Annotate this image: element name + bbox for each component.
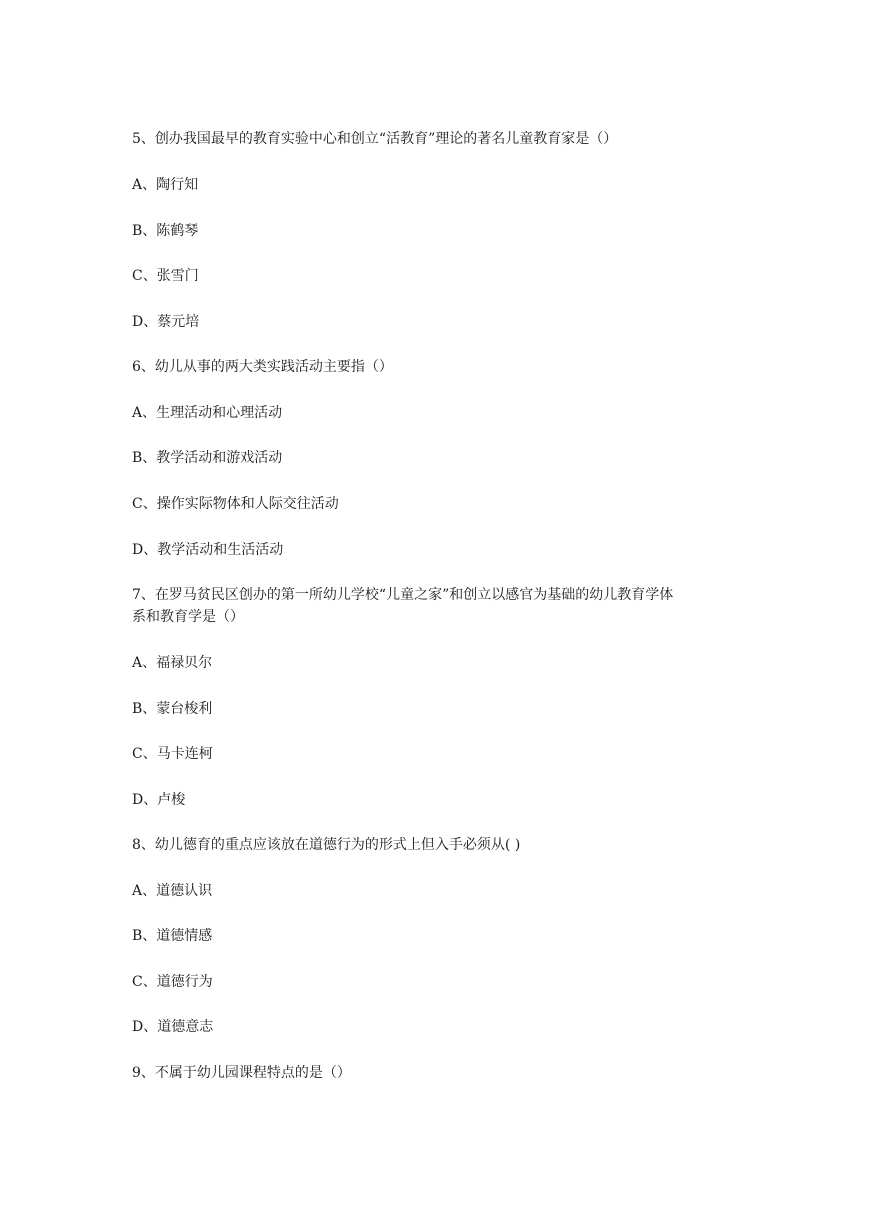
question-5-option-c: C、张雪门 [132,268,199,284]
question-5-stem: 5、创办我国最早的教育实验中心和创立“活教育”理论的著名儿童教育家是（） [132,131,618,147]
question-7-option-c: C、马卡连柯 [132,746,213,762]
question-7-option-b: B、蒙台梭利 [132,701,213,717]
question-7-option-d: D、卢梭 [132,792,186,808]
question-6-option-d: D、教学活动和生活活动 [132,542,284,558]
question-7-stem-line-1: 7、在罗马贫民区创办的第一所幼儿学校“儿童之家”和创立以感官为基础的幼儿教育学体 [132,587,674,603]
question-8-option-a: A、道德认识 [132,883,213,899]
question-5-option-d: D、蔡元培 [132,314,200,330]
question-6-option-b: B、教学活动和游戏活动 [132,450,283,466]
question-6-option-a: A、生理活动和心理活动 [132,405,283,421]
question-8-option-b: B、道德情感 [132,928,213,944]
question-7-stem-line-2: 系和教育学是（） [132,609,244,625]
question-5-option-b: B、陈鹤琴 [132,223,199,239]
question-5-option-a: A、陶行知 [132,177,199,193]
question-7-option-a: A、福禄贝尔 [132,655,213,671]
question-6-stem: 6、幼儿从事的两大类实践活动主要指（） [132,359,393,375]
question-6-option-c: C、操作实际物体和人际交往活动 [132,496,339,512]
question-8-stem: 8、幼儿德育的重点应该放在道德行为的形式上但入手必须从( ) [132,837,521,853]
question-8-option-d: D、道德意志 [132,1019,214,1035]
question-9-stem: 9、不属于幼儿园课程特点的是（） [132,1065,351,1081]
question-8-option-c: C、道德行为 [132,974,213,990]
